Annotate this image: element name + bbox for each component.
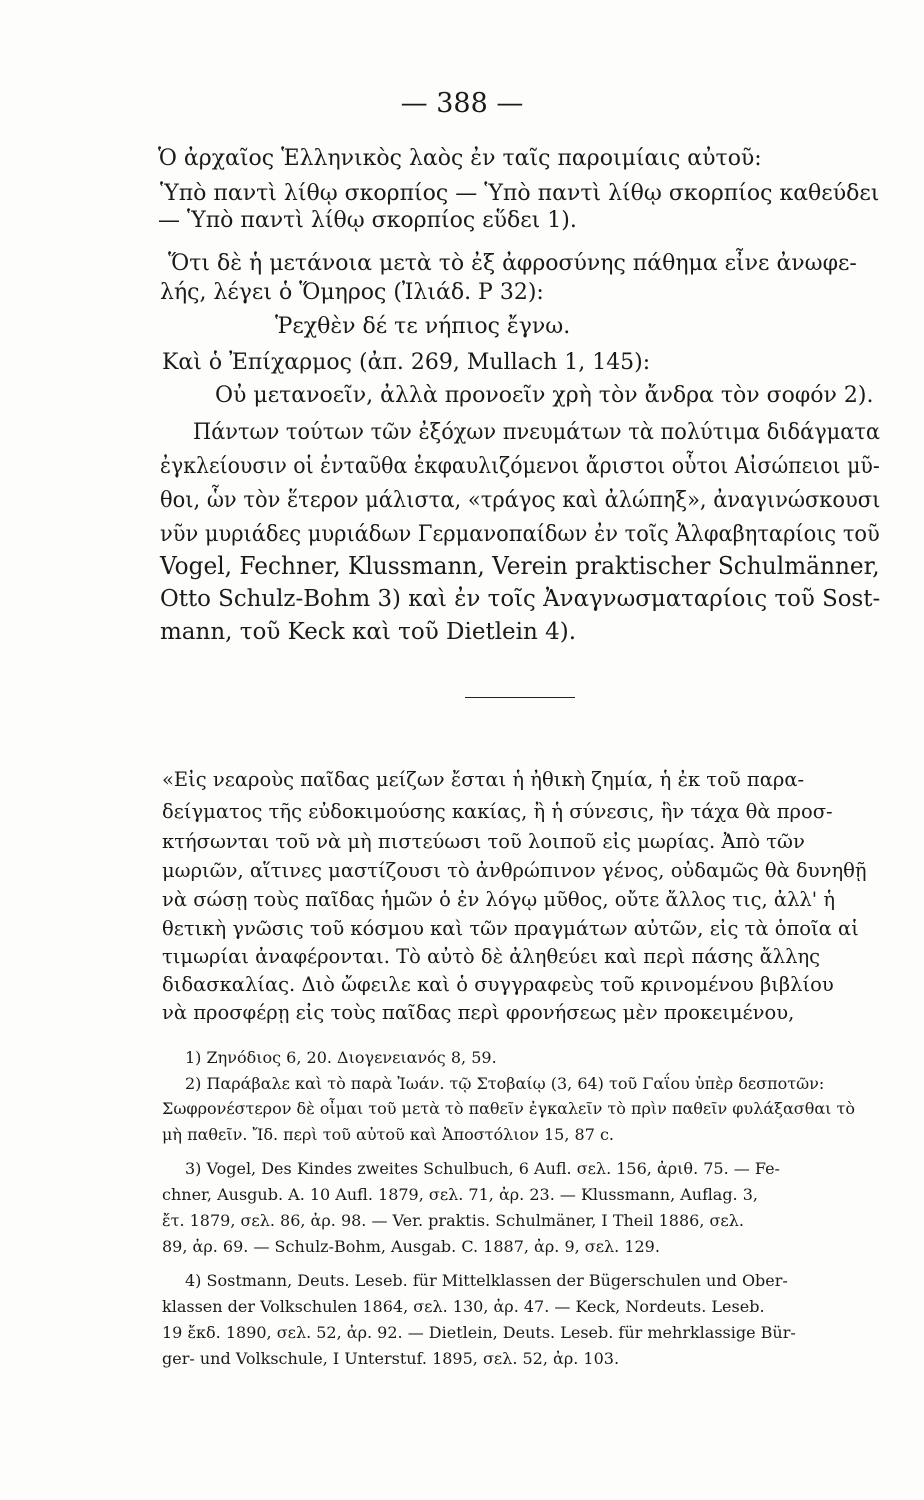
page-number: — 388 — <box>400 88 524 119</box>
text-line: λής, λέγει ὁ Ὅμηρος (Ἰλιάδ. Ρ 32): <box>160 280 544 305</box>
verse-line: Ῥεχθὲν δέ τε νήπιος ἔγνω. <box>275 314 571 339</box>
quote-line: διδασκαλίας. Διὸ ὤφειλε καὶ ὁ συγγραφεὺς τοῦ κρινομένου βιβλίου <box>162 973 834 996</box>
footnote-line: 3) Vogel, Des Kindes zweites Schulbuch, 6 Aufl. σελ. 156, ἀριθ. 75. — Fe- <box>185 1159 780 1178</box>
text-line: Otto Schulz-Bohm 3) καὶ ἐν τοῖς Ἀναγνωσματαρίοις τοῦ Sost- <box>160 586 881 612</box>
text-line: Ὁ ἀρχαῖος Ἑλληνικὸς λαὸς ἐν ταῖς παροιμίαις αὐτοῦ: <box>158 146 762 171</box>
footnote-line: Σωφρονέστερον δὲ οἶμαι τοῦ μετὰ τὸ παθεῖν ἐγκαλεῖν τὸ πρὶν παθεῖν φυλάξασθαι τὸ <box>162 1099 855 1118</box>
text-line: θοι, ὧν τὸν ἕτερον μάλιστα, «τράγος καὶ ἀλώπηξ», ἀναγινώσκουσι <box>160 488 881 513</box>
footnote-line: 19 ἔκδ. 1890, σελ. 52, ἀρ. 92. — Dietlein, Deuts. Leseb. für mehrklassige Bür- <box>162 1323 796 1342</box>
quote-line: θετικὴ γνῶσις τοῦ κόσμου καὶ τῶν πραγμάτων αὐτῶν, εἰς τὰ ὁποῖα αἱ <box>162 917 859 940</box>
quote-line: δείγματος τῆς εὐδοκιμούσης κακίας, ἢ ἡ σύνεσις, ἣν τάχα θὰ προσ- <box>162 800 833 823</box>
text-line: Πάντων τούτων τῶν ἐξόχων πνευμάτων τὰ πολύτιμα διδάγματα <box>193 420 880 445</box>
quote-line: μωριῶν, αἵτινες μαστίζουσι τὸ ἀνθρώπινον γένος, οὐδαμῶς θὰ δυνηθῇ <box>162 859 867 882</box>
quote-line: τιμωρίαι ἀναφέρονται. Τὸ αὐτὸ δὲ ἀληθεύει καὶ περὶ πάσης ἄλλης <box>162 945 821 968</box>
text-line: Vogel, Fechner, Klussmann, Verein praktischer Schulmänner, <box>160 552 880 580</box>
footnote-line: μὴ παθεῖν. Ἴδ. περὶ τοῦ αὐτοῦ καὶ Ἀποστόλιον 15, 87 c. <box>162 1125 615 1144</box>
text-line: Ὅτι δὲ ἡ μετάνοια μετὰ τὸ ἐξ ἀφροσύνης πάθημα εἶνε ἀνωφε- <box>168 251 857 276</box>
separator-rule <box>465 697 575 698</box>
quote-line: νὰ προσφέρῃ εἰς τοὺς παῖδας περὶ φρονήσεως μὲν προκειμένου, <box>162 1001 795 1024</box>
footnote-line: 2) Παράβαλε καὶ τὸ παρὰ Ἰωάν. τῷ Στοβαίῳ (3, 64) τοῦ Γαΐου ὑπὲρ δεσποτῶν: <box>185 1074 825 1093</box>
footnote-line: klassen der Volkschulen 1864, σελ. 130, ἀρ. 47. — Keck, Nordeuts. Leseb. <box>162 1297 765 1316</box>
text-line: Ὑπὸ παντὶ λίθῳ σκορπίος — Ὑπὸ παντὶ λίθῳ σκορπίος καθεύδει <box>160 181 880 206</box>
quote-line: νὰ σώσῃ τοὺς παῖδας ἡμῶν ὁ ἐν λόγῳ μῦθος, οὔτε ἄλλος τις, ἀλλ' ἡ <box>162 888 836 911</box>
text-line: — Ὑπὸ παντὶ λίθῳ σκορπίος εὕδει 1). <box>158 208 577 233</box>
text-line: ἐγκλείουσιν οἱ ἐνταῦθα ἐκφαυλιζόμενοι ἄριστοι οὗτοι Αἰσώπειοι μῦ- <box>160 454 880 479</box>
footnote-line: 89, ἀρ. 69. — Schulz-Bohm, Ausgab. C. 1887, ἀρ. 9, σελ. 129. <box>162 1237 660 1256</box>
footnote-line: ἔτ. 1879, σελ. 86, ἀρ. 98. — Ver. praktis. Schulmäner, I Theil 1886, σελ. <box>162 1211 744 1230</box>
footnote-line: chner, Ausgub. A. 10 Aufl. 1879, σελ. 71, ἀρ. 23. — Klussmann, Auflag. 3, <box>162 1185 758 1204</box>
text-line: mann, τοῦ Keck καὶ τοῦ Dietlein 4). <box>160 619 577 645</box>
footnote-line: 1) Ζηνόδιος 6, 20. Διογενειανός 8, 59. <box>185 1048 497 1067</box>
footnote-line: 4) Sostmann, Deuts. Leseb. für Mittelklassen der Bügerschulen und Ober- <box>185 1271 788 1290</box>
footnote-line: ger- und Volkschule, I Unterstuf. 1895, σελ. 52, ἀρ. 103. <box>162 1349 620 1368</box>
quote-line: κτήσωνται τοῦ νὰ μὴ πιστεύωσι τοῦ λοιποῦ εἰς μωρίας. Ἀπὸ τῶν <box>162 830 805 853</box>
text-line: νῦν μυριάδες μυριάδων Γερμανοπαίδων ἐν τοῖς Ἀλφαβηταρίοις τοῦ <box>160 522 880 547</box>
quote-line: «Εἰς νεαροὺς παῖδας μείζων ἔσται ἡ ἠθικὴ ζημία, ἡ ἐκ τοῦ παρα- <box>162 768 805 791</box>
text-line: Καὶ ὁ Ἐπίχαρμος (ἀπ. 269, Mullach 1, 145): <box>162 350 651 375</box>
verse-line: Οὐ μετανοεῖν, ἀλλὰ προνοεῖν χρὴ τὸν ἄνδρα τὸν σοφόν 2). <box>215 383 874 408</box>
